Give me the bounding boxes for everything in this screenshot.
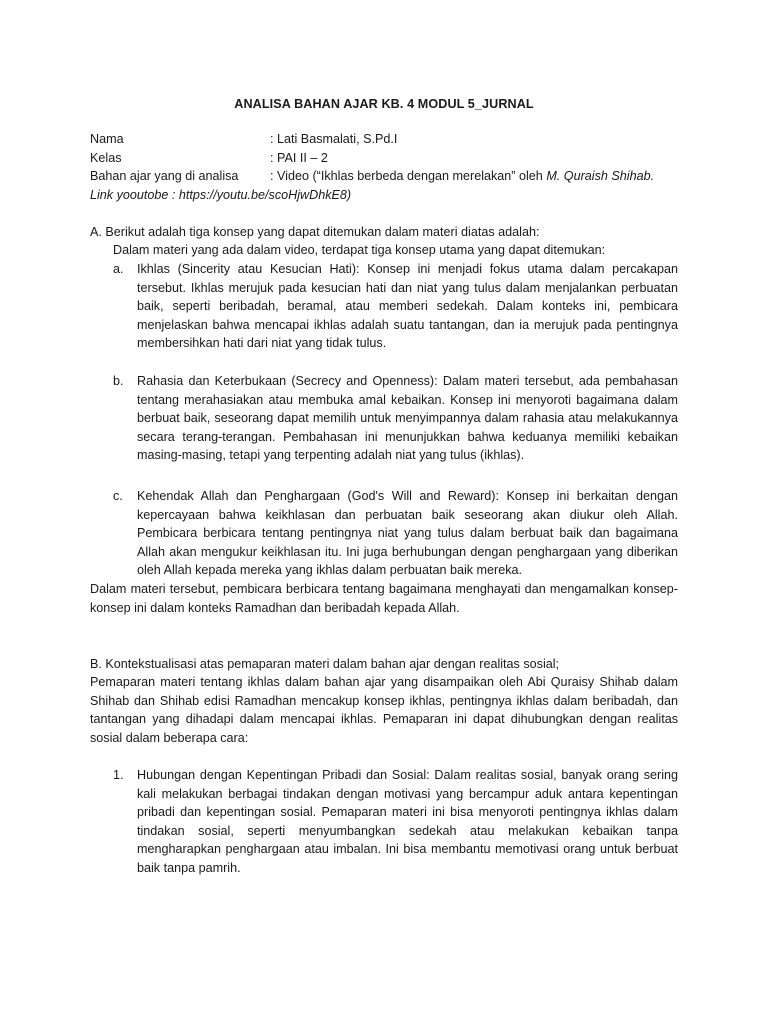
list-marker: a. [113,262,124,276]
meta-label: Nama [90,132,124,146]
list-item [113,260,678,353]
section-b-heading: B. Kontekstualisasi atas pemaparan materi dalam bahan ajar dengan realitas sosial; [90,657,560,671]
meta-row-kelas [90,149,690,168]
list-item-text: Hubungan dengan Kepentingan Pribadi dan Sosial: Dalam realitas sosial, banyak orang sering kali melakukan berbagai tindakan dengan motivasi yang bercampur aduk antara kepentingan pribadi dan kepentingan sosial. Pemaparan materi ini bisa menyoroti pentingnya ikhlas dalam tindakan sosial, seperti menyumbangkan sedekah atau melakukan kebaikan tanpa mengharapkan penghargaan atau imbalan. Ini bisa membantu memotivasi orang untuk berbuat baik tanpa pamrih. [137,768,678,875]
section-a-closing: Dalam materi tersebut, pembicara berbicara tentang bagaimana menghayati dan mengamalkan konsep-konsep ini dalam konteks Ramadhan dan beribadah kepada Allah. [90,582,678,615]
list-item-text: Rahasia dan Keterbukaan (Secrecy and Openness): Dalam materi tersebut, ada pembahasan tentang merahasiakan atau membuka amal kebaikan. Konsep ini menyoroti bagaimana dalam berbuat baik, seseorang dapat memilih untuk menyimpannya dalam rahasia atau melakukannya secara terang-terangan. Pembahasan ini menunjukkan bahwa keduanya memiliki kebaikan masing-masing, tetapi yang terpenting adalah niat yang tulus (ikhlas). [137,374,678,462]
video-link[interactable]: Link yooutobe : https://youtu.be/scoHjwDhkE8) [90,187,352,202]
meta-label: Kelas [90,150,122,165]
numbered-item [113,766,678,877]
list-item [113,487,678,580]
section-a-heading: A. Berikut adalah tiga konsep yang dapat ditemukan dalam materi diatas adalah: [90,225,540,239]
list-marker: c. [113,489,123,503]
list-marker: b. [113,374,124,388]
section-b-intro: Pemaparan materi tentang ikhlas dalam bahan ajar yang disampaikan oleh Abi Quraisy Shihab dalam Shihab dan Shihab edisi Ramadhan mencakup konsep ikhlas, pentingnya ikhlas dalam beribadah, dan tantangan yang dihadapi dalam mencapai ikhlas. Pemaparan ini dapat dihubungkan dengan realitas sosial dalam beberapa cara: [90,675,678,745]
list-marker: 1. [113,768,124,782]
list-item [113,372,678,465]
list-item-text: Kehendak Allah dan Penghargaan (God's Will and Reward): Konsep ini berkaitan dengan kepercayaan bahwa keikhlasan dan perbuatan baik seseorang akan diukur oleh Allah. Pembicara berbicara tentang pentingnya niat yang tulus dalam berbuat baik dan bagaimana Allah akan mengukur keikhlasan itu. Ini juga berhubungan dengan penghargaan yang diberikan oleh Allah kepada mereka yang ikhlas dalam perbuatan baik mereka. [137,489,678,577]
document-meta [90,130,690,204]
meta-value [270,167,654,186]
meta-row-bahan-ajar [90,167,690,186]
meta-label: Bahan ajar yang di analisa [90,169,239,183]
meta-value-author: M. Quraish Shihab. [546,169,655,183]
meta-value-prefix: : Video (“Ikhlas berbeda dengan merelakan” oleh [270,169,547,183]
meta-row-nama [90,130,690,149]
section-a-intro: Dalam materi yang ada dalam video, terdapat tiga konsep utama yang dapat ditemukan: [113,243,606,257]
meta-value: : PAI II – 2 [270,150,328,165]
document-title: ANALISA BAHAN AJAR KB. 4 MODUL 5_JURNAL [234,97,534,111]
list-item-text: Ikhlas (Sincerity atau Kesucian Hati): Konsep ini menjadi fokus utama dalam percakapan tersebut. Ikhlas merujuk pada kesucian hati dan niat yang tulus dalam menjalankan perbuatan baik, seperti beribadah, beramal, atau memberi sedekah. Dalam konteks ini, pembicara menjelaskan bahwa mencapai ikhlas adalah suatu tantangan, dan ia merujuk pada pentingnya membersihkan hati dari niat yang tidak tulus. [137,262,678,350]
meta-value: : Lati Basmalati, S.Pd.I [270,132,398,146]
